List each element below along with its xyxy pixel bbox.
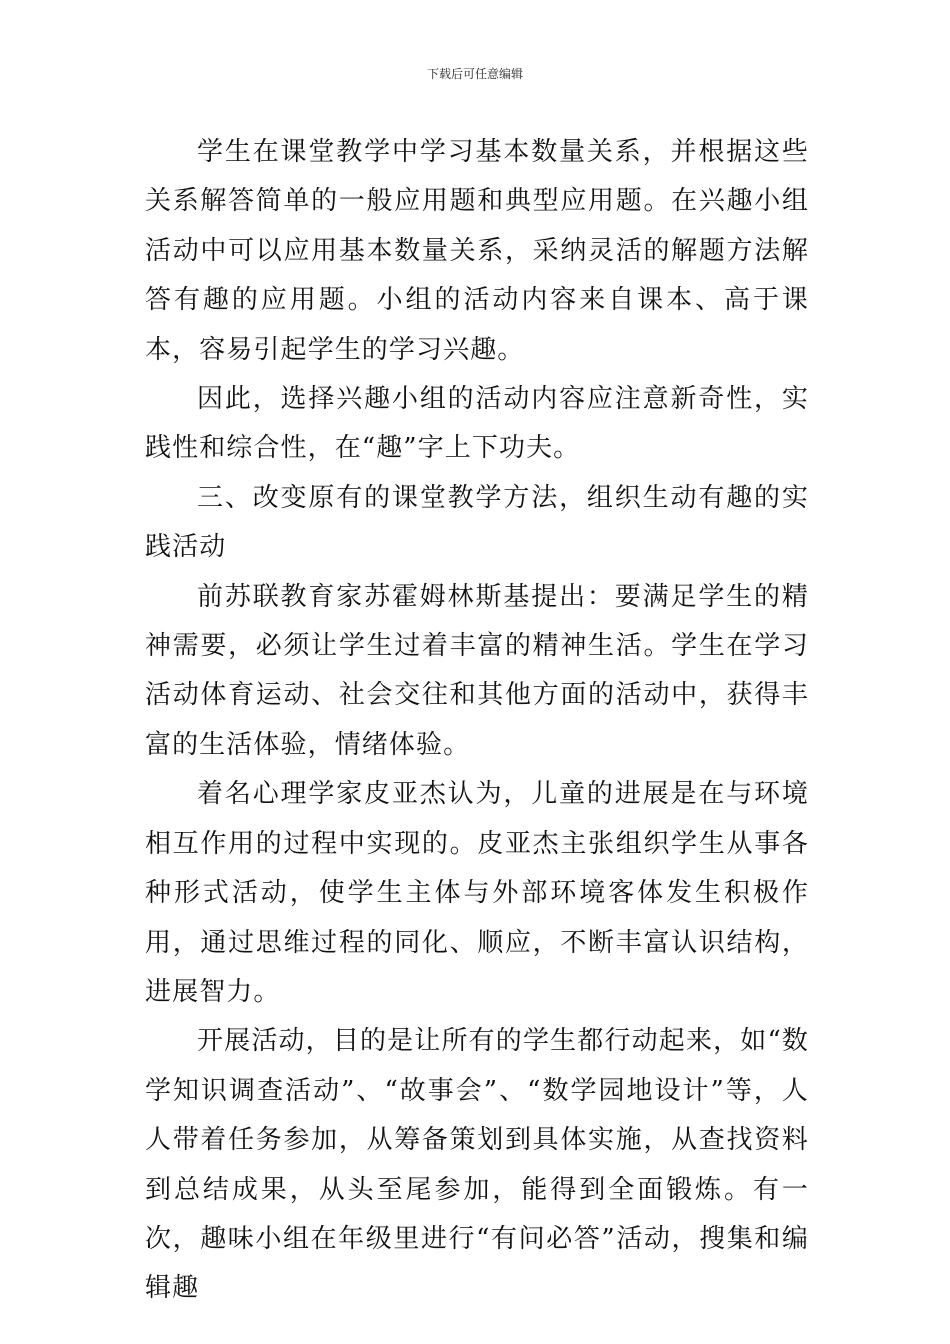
- page-header: 下载后可任意编辑: [426, 67, 523, 81]
- paragraph-3: 前苏联教育家苏霍姆林斯基提出：要满足学生的精神需要，必须让学生过着丰富的精神生活。学生在学习活动体育运动、社会交往和其他方面的活动中，获得丰富的生活体验，情绪体验。: [145, 581, 809, 760]
- document-body: [145, 128, 809, 1314]
- section-heading: 三、改变原有的课堂教学方法，组织生动有趣的实践活动: [145, 482, 809, 563]
- paragraph-2: 因此，选择兴趣小组的活动内容应注意新奇性，实践性和综合性，在“趣”字上下功夫。: [145, 384, 809, 464]
- paragraph-5: 开展活动，目的是让所有的学生都行动起来，如“数学知识调查活动”、“故事会”、“数学园地设计”等，人人带着任务参加，从筹备策划到具体实施，从查找资料到总结成果，从头至尾参加，能得到全面锻炼。有一次，趣味小组在年级里进行“有问必答”活动，搜集和编辑趣: [145, 1026, 809, 1304]
- paragraph-1: 学生在课堂教学中学习基本数量关系，并根据这些关系解答简单的一般应用题和典型应用题。在兴趣小组活动中可以应用基本数量关系，采纳灵活的解题方法解答有趣的应用题。小组的活动内容来自课本、高于课本，容易引起学生的学习兴趣。: [145, 137, 809, 365]
- paragraph-4: 着名心理学家皮亚杰认为，儿童的进展是在与环境相互作用的过程中实现的。皮亚杰主张组织学生从事各种形式活动，使学生主体与外部环境客体发生积极作用，通过思维过程的同化、顺应，不断丰富认识结构，进展智力。: [145, 779, 809, 1007]
